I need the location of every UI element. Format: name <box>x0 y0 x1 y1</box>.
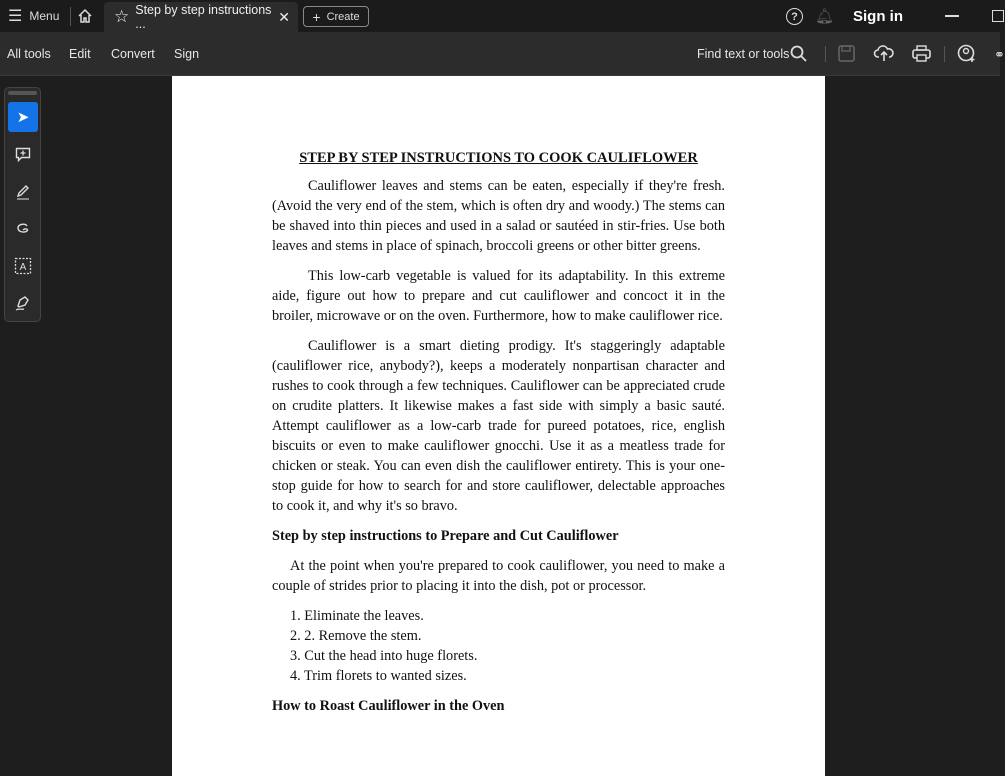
close-tab-icon[interactable]: ✕ <box>278 8 290 25</box>
sign-tab[interactable]: Sign <box>174 47 200 61</box>
bell-icon[interactable]: 🔔︎ <box>815 8 835 25</box>
search-icon[interactable] <box>790 45 808 63</box>
star-icon[interactable]: ☆ <box>114 7 130 26</box>
home-icon <box>77 8 93 24</box>
tab-title: Step by step instructions ... <box>135 3 272 31</box>
svg-text:A: A <box>19 262 27 273</box>
divider <box>944 46 945 62</box>
home-button[interactable] <box>77 0 93 32</box>
sign-tool-button[interactable] <box>8 288 38 318</box>
all-tools-tab[interactable]: All tools <box>7 47 51 61</box>
list-item: 3. Cut the head into huge florets. <box>290 648 478 664</box>
menu-label: Menu <box>29 9 60 23</box>
plus-icon: + <box>312 8 321 25</box>
hamburger-icon: ☰ <box>8 8 23 25</box>
paragraph: This low-carb vegetable is valued for its adaptability. In this extreme aide, figure out how to prepare and cut cauliflower and concoct it in the broiler, microwave or on the oven. Furthermore, how to make cauliflower rice. <box>272 268 725 324</box>
paragraph: At the point when you're prepared to cook cauliflower, you need to make a couple of strides prior to placing it into the dish, pot or processor. <box>272 558 725 594</box>
create-label: Create <box>326 10 360 23</box>
paragraph: Cauliflower is a smart dieting prodigy. It's staggeringly adaptable (cauliflower rice, anybody?), keeps a moderately nonpartisan character and rushes to cook through a few techniques. Cauliflower can be appreciated crude on crudite platters. It likewise makes a fast side with simply a basic sauté. Attempt cauliflower as a low-carb trade for pureed potatoes, rice, english biscuits or even to make cauliflower gnocchi. Use it as a meatless trade for chicken or steak. You can even dish the cauliflower entirety. This is your one-stop guide for how to search for and store cauliflower, delectable approaches to cook it, and why it's so bravo. <box>272 338 725 514</box>
save-icon[interactable] <box>838 45 855 62</box>
comment-icon <box>15 147 31 163</box>
paragraph: Cauliflower leaves and stems can be eaten, especially if they're fresh. (Avoid the very end of the stem, which is often dry and woody.) The stems can be shaved into thin pieces and used in a salad or sautéed in stir-fries. Use both leaves and stems in place of spinach, broccoli greens or other bitter greens. <box>272 178 725 254</box>
text-recognize-button[interactable] <box>8 251 38 281</box>
list-item: 4. Trim florets to wanted sizes. <box>290 668 467 684</box>
text-box-icon <box>14 257 32 275</box>
create-button[interactable] <box>303 6 369 27</box>
print-icon[interactable] <box>912 45 931 62</box>
pen-icon <box>15 184 31 200</box>
section-heading: How to Roast Cauliflower in the Oven <box>272 698 505 714</box>
quick-tools-bar <box>4 87 41 322</box>
sign-in-button[interactable]: Sign in <box>853 7 903 25</box>
list-item: 2. 2. Remove the stem. <box>290 628 422 644</box>
minimize-icon[interactable] <box>945 15 959 17</box>
share-user-icon[interactable] <box>957 44 977 63</box>
draw-button[interactable] <box>8 214 38 244</box>
maximize-icon[interactable] <box>992 10 1004 22</box>
list-item: 1. Eliminate the leaves. <box>290 608 424 624</box>
select-tool-button[interactable] <box>8 102 38 132</box>
pdf-page <box>172 76 825 776</box>
cursor-icon: ➤ <box>16 109 30 126</box>
menu-button[interactable] <box>8 0 59 32</box>
add-comment-button[interactable] <box>8 140 38 170</box>
edit-tab[interactable]: Edit <box>69 47 91 61</box>
steps-list <box>272 606 725 686</box>
convert-tab[interactable]: Convert <box>111 47 155 61</box>
title-bar <box>0 0 1000 32</box>
divider <box>70 7 71 26</box>
document-title: STEP BY STEP INSTRUCTIONS TO COOK CAULIFLOWER <box>299 150 698 166</box>
signature-pen-icon <box>15 295 31 311</box>
freehand-icon <box>15 221 31 237</box>
document-tab[interactable] <box>104 2 298 32</box>
divider <box>825 46 826 62</box>
find-text-button[interactable]: Find text or tools <box>697 47 790 61</box>
link-icon[interactable]: ⚭ <box>994 47 1005 62</box>
drag-handle[interactable] <box>8 91 37 95</box>
section-heading: Step by step instructions to Prepare and Cut Cauliflower <box>272 528 619 544</box>
upload-cloud-icon[interactable] <box>874 44 894 62</box>
highlight-button[interactable] <box>8 177 38 207</box>
help-icon[interactable]: ? <box>786 8 803 25</box>
